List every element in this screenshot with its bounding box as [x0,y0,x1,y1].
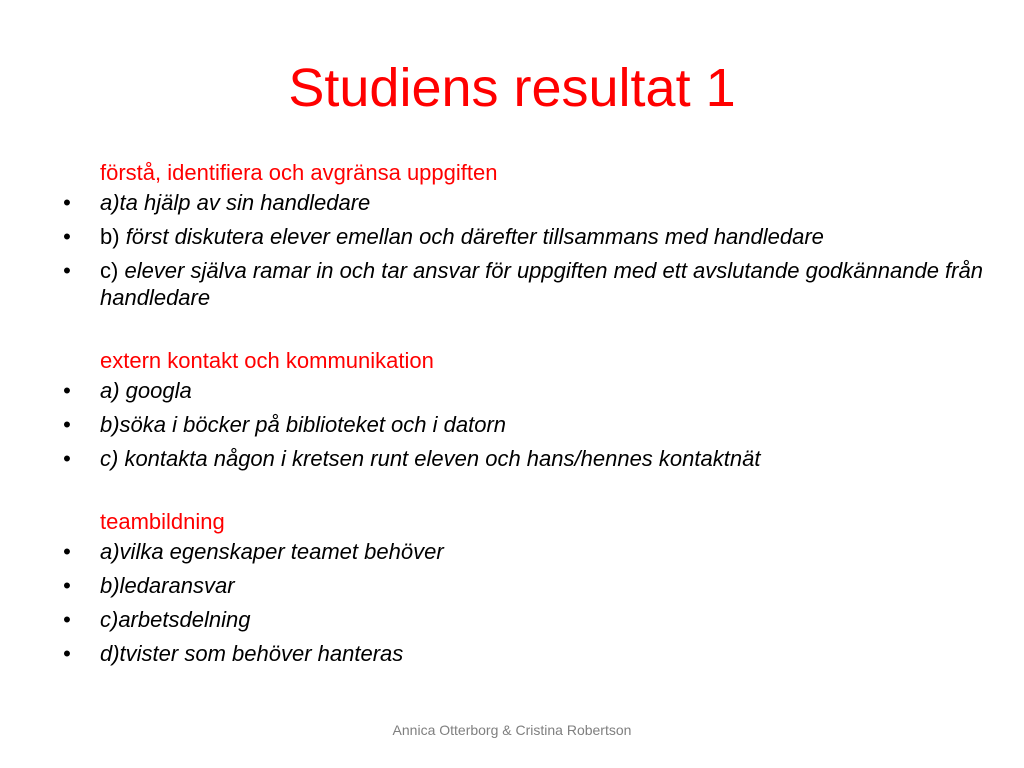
item-text: elever själva ramar in och tar ansvar för uppgiften med ett avslutande godkännande från handledare [100,258,983,310]
item-text: c)arbetsdelning [100,607,251,632]
list-item [60,377,990,404]
list-item [60,189,990,216]
list-item [60,606,990,633]
bullet-list [60,189,990,311]
bullet-dot-icon: • [63,258,71,283]
item-text: a) googla [100,378,192,403]
item-prefix: b) [100,224,126,249]
item-text: a)ta hjälp av sin handledare [100,190,371,215]
bullet-dot-icon: • [63,190,71,215]
bullet-dot-icon: • [63,224,71,249]
section-heading: förstå, identifiera och avgränsa uppgiften [100,160,498,185]
item-text: först diskutera elever emellan och därefter tillsammans med handledare [125,224,824,249]
bullet-dot-icon: • [63,412,71,437]
item-text: b)ledaransvar [100,573,235,598]
item-text: a)vilka egenskaper teamet behöver [100,539,444,564]
list-item [60,572,990,599]
slide-body [60,156,990,667]
list-item [60,445,990,472]
bullet-dot-icon: • [63,607,71,632]
bullet-dot-icon: • [63,539,71,564]
item-prefix: c) [100,258,125,283]
bullet-dot-icon: • [63,641,71,666]
slide-footer: Annica Otterborg & Cristina Robertson [392,722,632,738]
item-text: d)tvister som behöver hanteras [100,641,404,666]
section-external-contact [60,344,990,472]
bullet-dot-icon: • [63,573,71,598]
list-item [60,538,990,565]
slide-title: Studiens resultat 1 [288,58,736,118]
item-text: c) kontakta någon i kretsen runt eleven och hans/hennes kontaktnät [100,446,761,471]
list-item [60,223,990,250]
bullet-list [60,538,990,667]
list-item [60,640,990,667]
list-item [60,257,990,311]
section-team-building [60,505,990,667]
bullet-dot-icon: • [63,446,71,471]
section-heading: teambildning [100,509,225,534]
list-item [60,411,990,438]
bullet-dot-icon: • [63,378,71,403]
bullet-list [60,377,990,472]
section-heading: extern kontakt och kommunikation [100,348,434,373]
item-text: b)söka i böcker på biblioteket och i datorn [100,412,507,437]
section-understand-task [60,156,990,311]
